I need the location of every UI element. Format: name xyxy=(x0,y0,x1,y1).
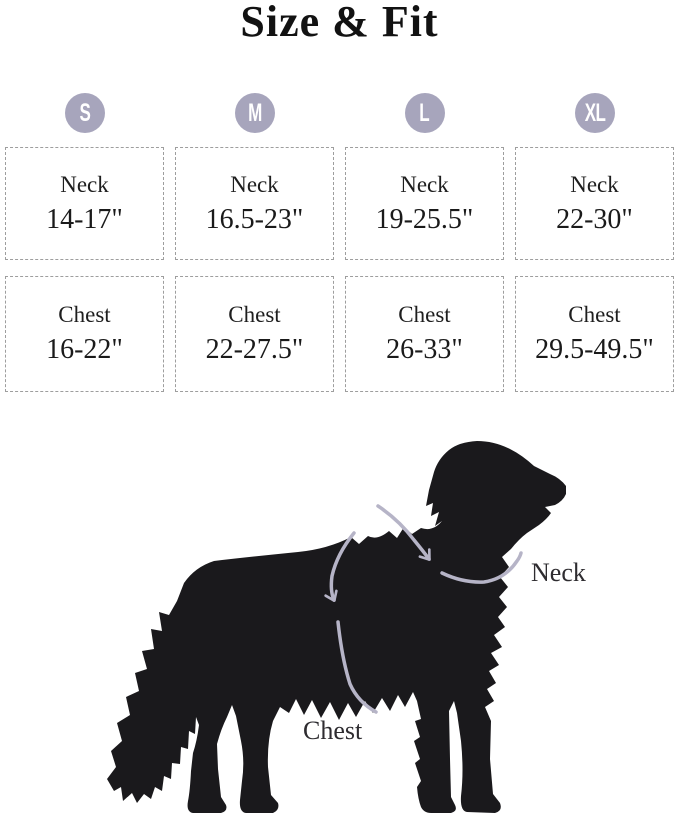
size-badge-l-label: L xyxy=(419,98,430,127)
neck-label-m: Neck xyxy=(230,171,279,197)
size-badge-s-label: S xyxy=(79,98,90,127)
chest-label-xl: Chest xyxy=(568,302,621,327)
neck-value-m: 16.5-23" xyxy=(205,203,304,235)
neck-value-xl: 22-30" xyxy=(556,203,633,235)
chest-value-s: 16-22" xyxy=(46,334,123,365)
diagram-neck-label: Neck xyxy=(531,558,586,587)
neck-value-s: 14-17" xyxy=(46,203,123,235)
chest-value-l: 26-33" xyxy=(386,334,463,365)
chest-value-m: 22-27.5" xyxy=(205,334,304,365)
neck-label-l: Neck xyxy=(400,171,449,197)
chest-label-m: Chest xyxy=(228,302,281,327)
dog-silhouette-icon xyxy=(107,441,566,813)
diagram-chest-label: Chest xyxy=(303,716,363,745)
neck-value-l: 19-25.5" xyxy=(375,203,474,235)
page-title: Size & Fit xyxy=(240,0,439,46)
size-badge-m-label: M xyxy=(247,98,262,127)
chest-value-xl: 29.5-49.5" xyxy=(535,334,654,365)
neck-label-xl: Neck xyxy=(570,171,619,197)
neck-label-s: Neck xyxy=(60,171,109,197)
chest-label-l: Chest xyxy=(398,302,451,327)
size-badge-xl-label: XL xyxy=(584,98,605,127)
chest-label-s: Chest xyxy=(58,302,111,327)
